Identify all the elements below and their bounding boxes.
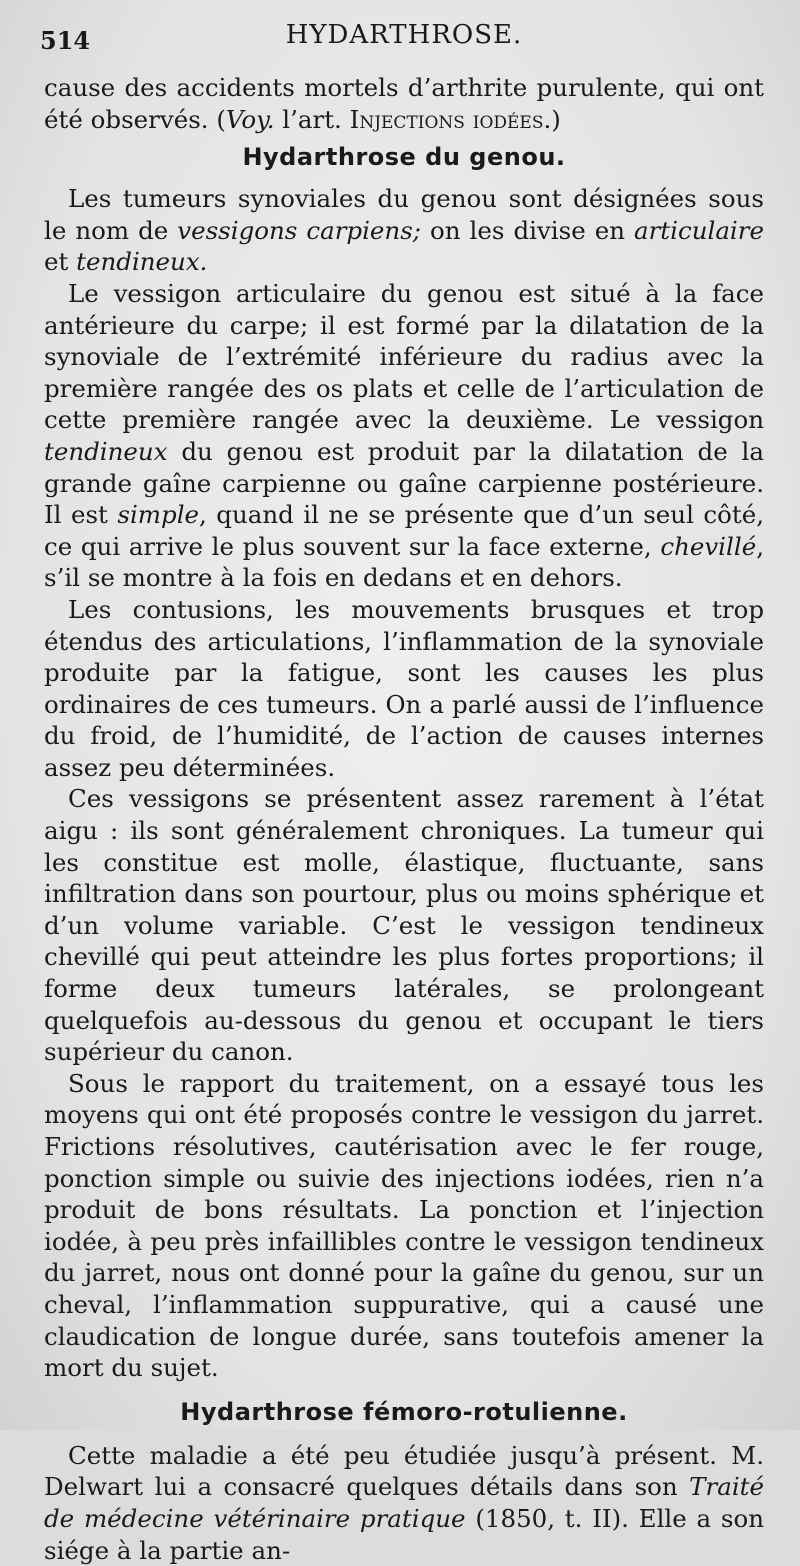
section-heading-genou: Hydarthrose du genou. (242, 143, 566, 172)
running-head (40, 14, 764, 55)
paragraph-traitement: Sous le rapport du traitement, on a essayé tous les moyens qui ont été proposés contre le vessigon du jarret. Frictions résolutives, cautérisation avec le fer rouge, ponction simple ou suivie des injections iodées, rien n’a produit de bons résultats. La ponction et l’injection iodée, à peu près infaillibles contre le vessigon tendineux du jarret, nous ont donné pour la gaîne du genou, sur un cheval, l’inflammation suppurative, qui a causé une claudication de longue durée, sans toutefois amener la mort du sujet. (44, 1068, 764, 1383)
section-heading-femoro-rotulienne: Hydarthrose fémoro-rotulienne. (180, 1397, 628, 1426)
paragraph-vessigons: Les tumeurs synoviales du genou sont désignées sous le nom de vessigons carpiens; on les divise en articulaire et tendineux. (44, 184, 764, 277)
paragraph-articulaire: Le vessigon articulaire du genou est situé à la face antérieure du carpe; il est formé par la dilatation de la synoviale de l’extrémité inférieure du radius avec la première rangée des os plats et celle de l’articulation de cette première rangée avec la deuxième. Le vessigon tendineux du genou est produit par la dilatation de la grande gaîne carpienne ou gaîne carpienne postérieure. Il est simple, quand il ne se présente que d’un seul côté, ce qui arrive le plus souvent sur la face externe, chevillé, s’il se montre à la fois en dedans et en dehors. (44, 278, 764, 593)
paragraph-continued: cause des accidents mortels d’arthrite purulente, qui ont été observés. (Voy. l’art. Injections iodées.) (44, 73, 764, 134)
paragraph-causes: Les contusions, les mouvements brusques et trop étendus des articulations, l’inflammation de la synoviale produite par la fatigue, sont les causes les plus ordinaires de ces tumeurs. On a parlé aussi de l’influence du froid, de l’humidité, de l’action de causes internes assez peu déterminées. (44, 594, 764, 782)
page-number: 514 (40, 26, 91, 55)
paragraph-delwart: Cette maladie a été peu étudiée jusqu’à présent. M. Delwart lui a consacré quelques détails dans son Traité de médecine vétérinaire pratique (1850, t. II). Elle a son siége à la partie an- (44, 1440, 764, 1565)
running-title: HYDARTHROSE. (285, 20, 523, 50)
paragraph-symptomes: Ces vessigons se présentent assez rarement à l’état aigu : ils sont généralement chroniques. La tumeur qui les constitue est molle, élastique, fluctuante, sans infiltration dans son pourtour, plus ou moins sphérique et d’un volume variable. C’est le vessigon tendineux chevillé qui peut atteindre les plus fortes proportions; il forme deux tumeurs latérales, se prolongeant quelquefois au-dessous du genou et occupant le tiers supérieur du canon. (44, 784, 764, 1067)
